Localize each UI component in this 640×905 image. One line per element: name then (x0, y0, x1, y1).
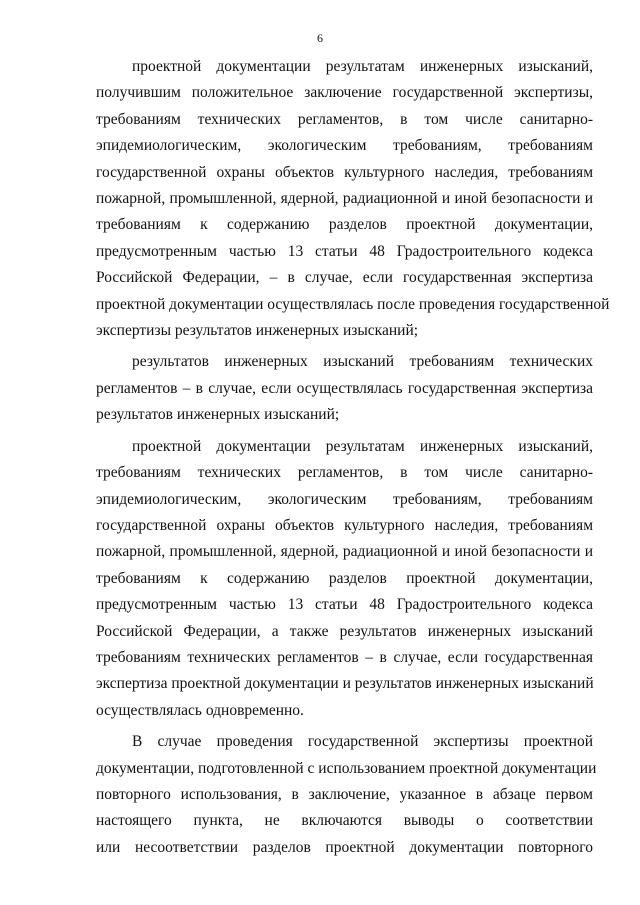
text-line: требованиям технических регламентов, в том числе санитарно- (96, 464, 593, 482)
text-line: предусмотренным частью 13 статьи 48 Градостроительного кодекса (96, 242, 593, 260)
text-line: или несоответствии разделов проектной документации повторного (96, 838, 593, 856)
text-line: требованиям к содержанию разделов проектной документации, (96, 569, 593, 587)
paragraph-4 (96, 729, 597, 861)
text-line: требованиям к содержанию разделов проектной документации, (96, 216, 593, 234)
paragraph-2 (96, 349, 593, 428)
text-line: повторного использования, в заключение, указанное в абзаце первом (96, 785, 593, 803)
text-line: результатов инженерных изысканий требованиям технических (132, 353, 593, 371)
text-line: Российской Федерации, – в случае, если государственная экспертиза (96, 269, 593, 287)
text-line: Российской Федерации, а также результатов инженерных изысканий (96, 622, 593, 640)
paragraph-3 (96, 434, 593, 724)
text-line: документации, подготовленной с использованием проектной документации (96, 759, 597, 777)
text-line: проектной документации результатам инженерных изысканий, (132, 58, 593, 75)
text-line: требованиям технических регламентов, в том числе санитарно- (96, 110, 593, 128)
text-line: государственной охраны объектов культурного наследия, требованиям (96, 163, 593, 181)
text-line: пожарной, промышленной, ядерной, радиационной и иной безопасности и (96, 190, 593, 208)
text-line: государственной охраны объектов культурного наследия, требованиям (96, 516, 593, 534)
document-body (96, 54, 610, 866)
text-line: эпидемиологическим, экологическим требованиям, требованиям (96, 137, 593, 155)
text-line: проектной документации результатам инженерных изысканий, (132, 437, 593, 455)
text-line: предусмотренным частью 13 статьи 48 Градостроительного кодекса (96, 596, 593, 614)
text-line: регламентов – в случае, если осуществлялась государственная экспертиза (96, 379, 593, 397)
page-number: 6 (317, 31, 323, 45)
text-line: настоящего пункта, не включаются выводы о соответствии (96, 812, 593, 830)
text-line: пожарной, промышленной, ядерной, радиационной и иной безопасности и (96, 543, 593, 561)
text-line: экспертиза проектной документации и результатов инженерных изысканий (96, 675, 594, 693)
text-line: проектной документации осуществлялась после проведения государственной (96, 295, 610, 313)
text-line: требованиям технических регламентов – в случае, если государственная (96, 648, 593, 666)
text-line: получившим положительное заключение государственной экспертизы, (96, 84, 593, 102)
text-line: В случае проведения государственной экспертизы проектной (132, 733, 593, 751)
paragraph-1 (96, 54, 610, 344)
text-line: экспертизы результатов инженерных изысканий; (96, 322, 419, 340)
text-line: результатов инженерных изысканий; (96, 406, 340, 424)
text-line: эпидемиологическим, экологическим требованиям, требованиям (96, 490, 593, 508)
text-line: осуществлялась одновременно. (96, 701, 304, 719)
